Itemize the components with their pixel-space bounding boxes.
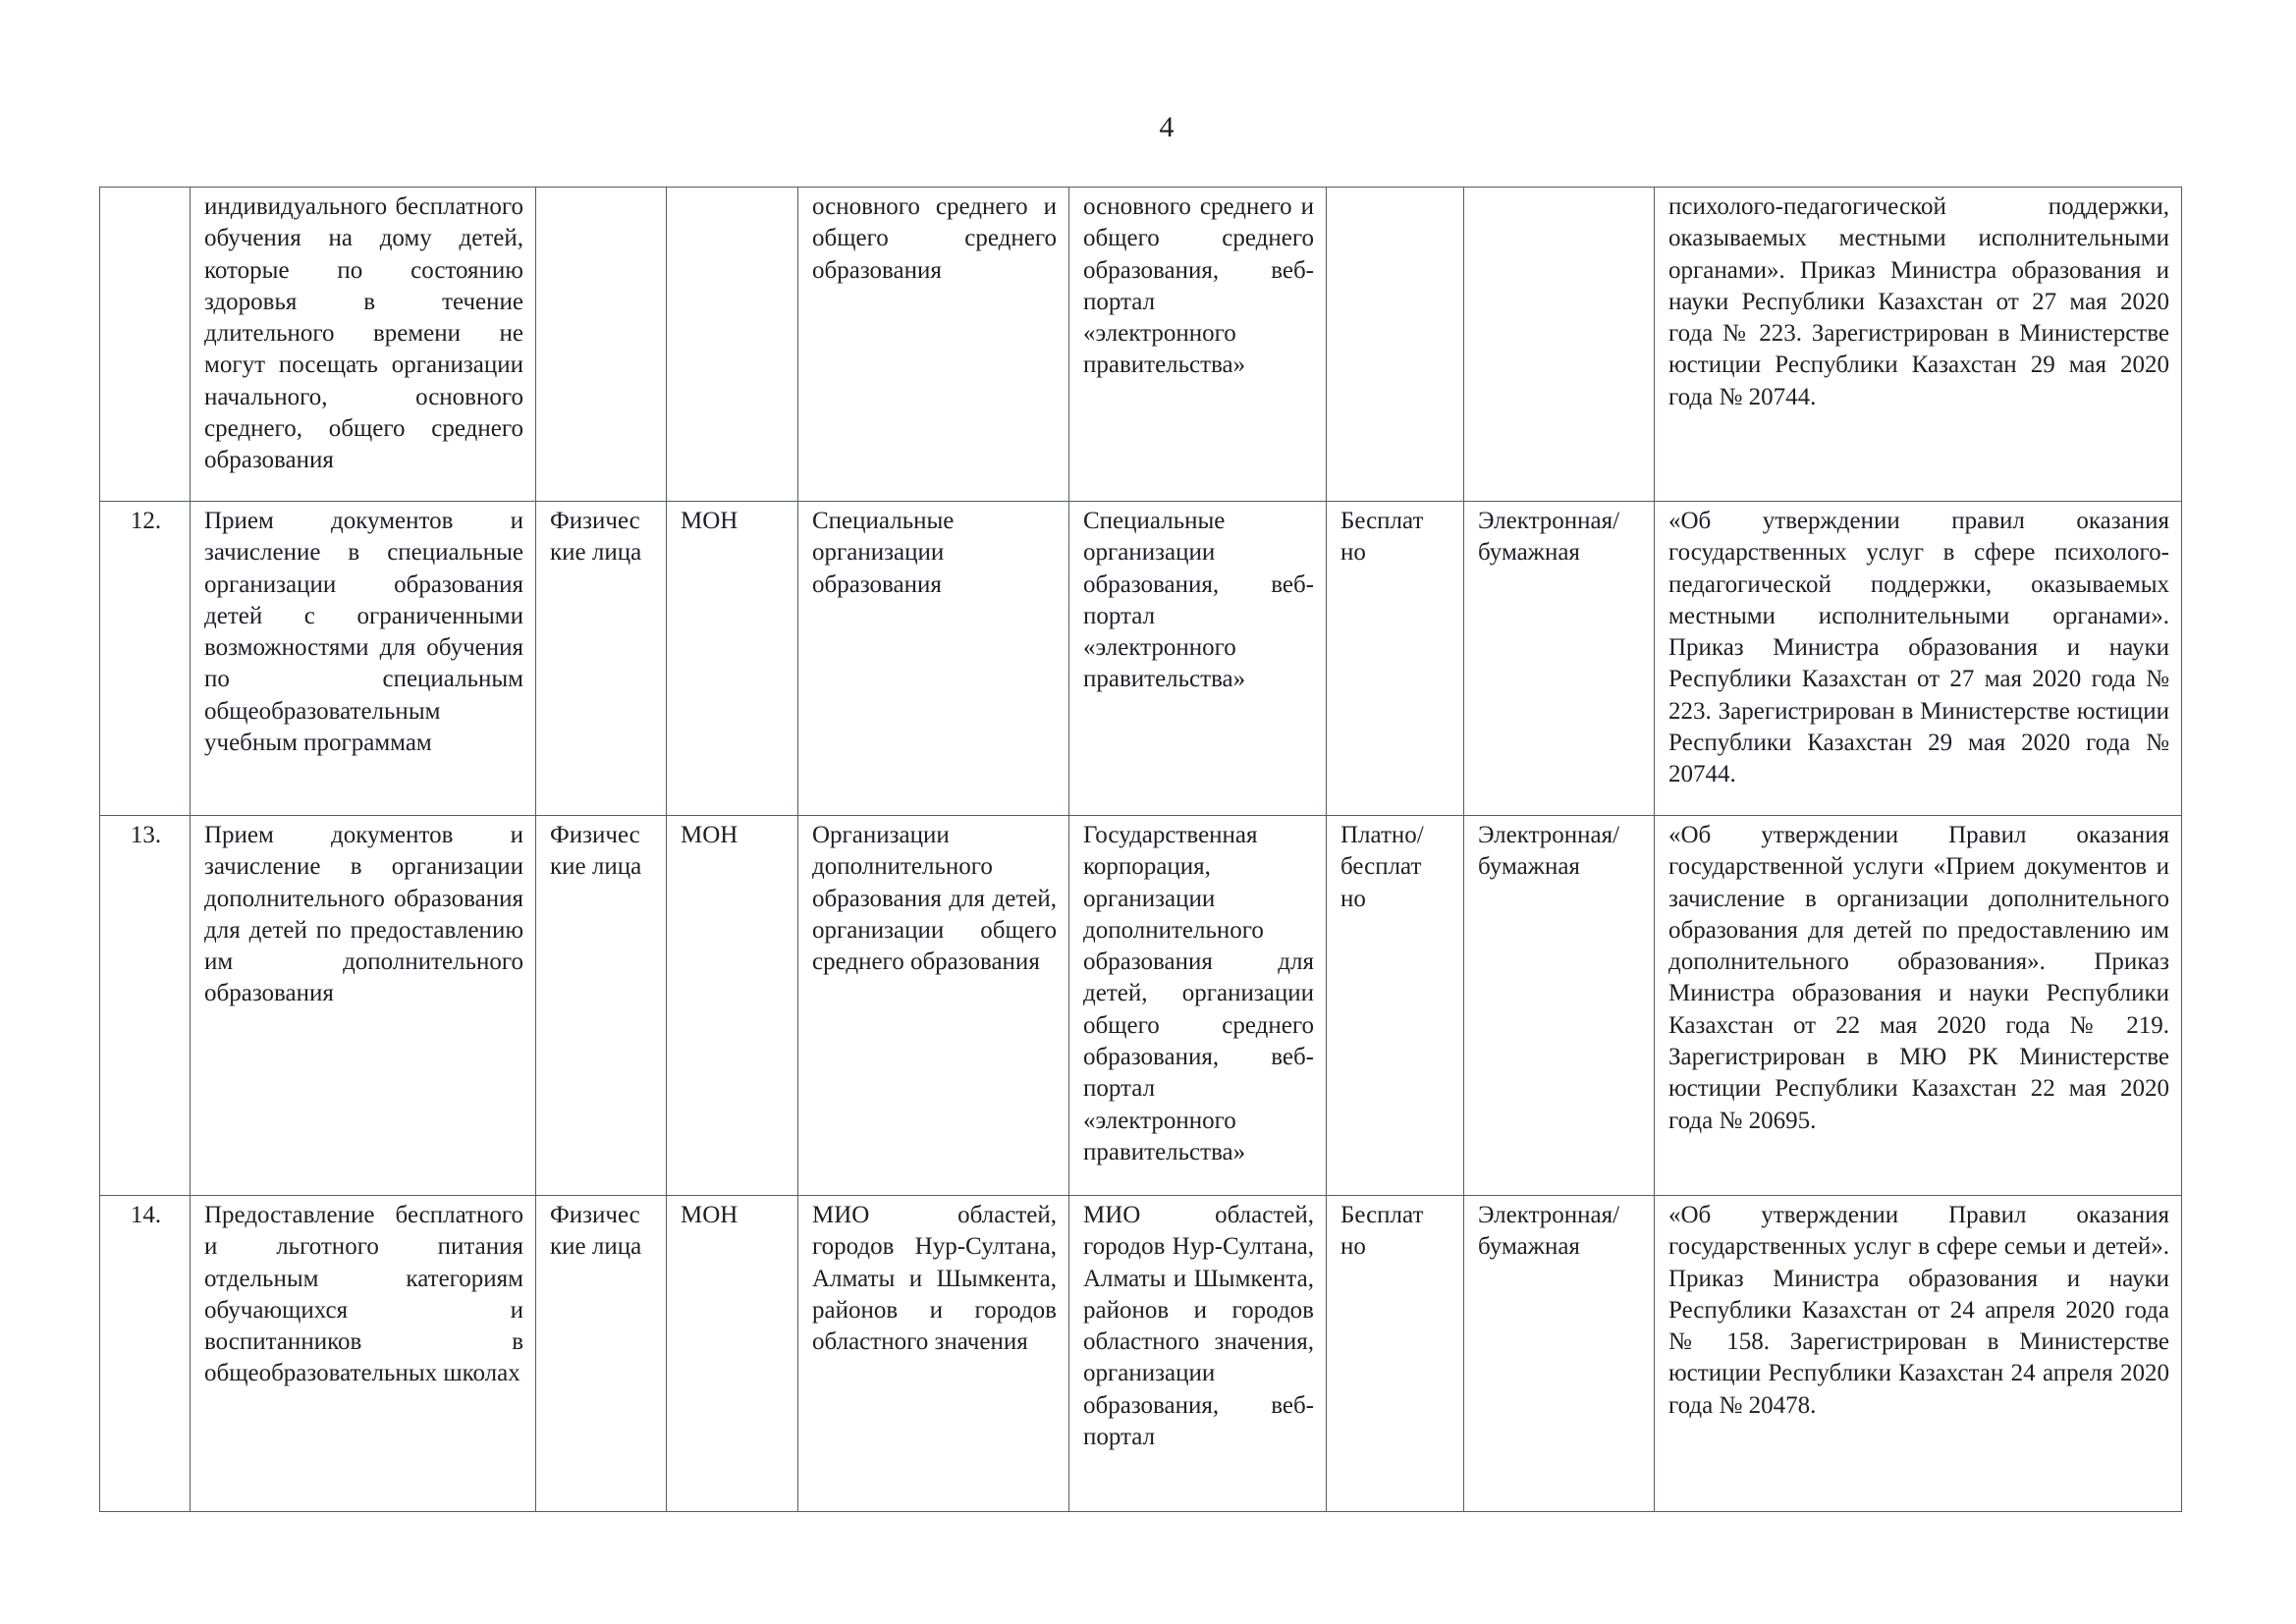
recipient-cell: Физичес кие лица: [536, 1196, 667, 1512]
table-row: [100, 1196, 2182, 1512]
legal-act-cell: «Об утверждении Правил оказания государственных услуг в сфере семьи и детей». Приказ Министра образования и науки Республики Казахстан от 24 апреля 2020 года № 158. Зарегистрирован в Министерстве юстиции Республики Казахстан 24 апреля 2020 года № 20478.: [1655, 1196, 2182, 1512]
service-name: Прием документов и зачисление в организации дополнительного образования для детей по предоставлению им дополнительного образования: [191, 816, 536, 1196]
service-name: Предоставление бесплатного и льготного питания отдельным категориям обучающихся и воспитанников в общеобразовательных школах: [191, 1196, 536, 1512]
cost-cell: Бесплат но: [1327, 1196, 1464, 1512]
legal-act-cell: «Об утверждении Правил оказания государственной услуги «Прием документов и зачисление в организации дополнительного образования для детей по предоставлению им дополнительного образования». Приказ Министра образования и науки Республики Казахстан от 22 мая 2020 года № 219. Зарегистрирован в МЮ РК Министерстве юстиции Республики Казахстан 22 мая 2020 года № 20695.: [1655, 816, 2182, 1196]
provider-cell: Организации дополнительного образования для детей, организации общего среднего образования: [798, 816, 1069, 1196]
acceptance-cell: Государственная корпорация, организации дополнительного образования для детей, организации общего среднего образования, веб-портал «электронного правительства»: [1069, 816, 1327, 1196]
services-table: [99, 187, 2182, 1512]
page-number: 4: [1159, 111, 1175, 143]
acceptance-cell: МИО областей, городов Нур-Султана, Алматы и Шымкента, районов и городов областного значения, организации образования, веб-портал: [1069, 1196, 1327, 1512]
recipient-cell: Физичес кие лица: [536, 816, 667, 1196]
ministry-cell: МОН: [667, 816, 798, 1196]
row-number: 14.: [100, 1196, 191, 1512]
form-cell: [1464, 188, 1655, 502]
provider-cell: МИО областей, городов Нур-Султана, Алматы и Шымкента, районов и городов областного значения: [798, 1196, 1069, 1512]
provider-cell: Специальные организации образования: [798, 502, 1069, 816]
cost-cell: Бесплат но: [1327, 502, 1464, 816]
provider-cell: основного среднего и общего среднего образования: [798, 188, 1069, 502]
form-cell: Электронная/ бумажная: [1464, 502, 1655, 816]
cost-cell: Платно/ бесплат но: [1327, 816, 1464, 1196]
ministry-cell: МОН: [667, 1196, 798, 1512]
legal-act-cell: психолого-педагогической поддержки, оказываемых местными исполнительными органами». Приказ Министра образования и науки Республики Казахстан от 27 мая 2020 года № 223. Зарегистрирован в Министерстве юстиции Республики Казахстан 29 мая 2020 года № 20744.: [1655, 188, 2182, 502]
ministry-cell: [667, 188, 798, 502]
form-cell: Электронная/ бумажная: [1464, 1196, 1655, 1512]
table-row: [100, 816, 2182, 1196]
acceptance-cell: Специальные организации образования, веб-портал «электронного правительства»: [1069, 502, 1327, 816]
cost-cell: [1327, 188, 1464, 502]
row-number: 12.: [100, 502, 191, 816]
legal-act-cell: «Об утверждении правил оказания государственных услуг в сфере психолого-педагогической поддержки, оказываемых местными исполнительными органами». Приказ Министра образования и науки Республики Казахстан от 27 мая 2020 года № 223. Зарегистрирован в Министерстве юстиции Республики Казахстан 29 мая 2020 года № 20744.: [1655, 502, 2182, 816]
recipient-cell: [536, 188, 667, 502]
form-cell: Электронная/ бумажная: [1464, 816, 1655, 1196]
service-name: индивидуального бесплатного обучения на дому детей, которые по состоянию здоровья в течение длительного времени не могут посещать организации начального, основного среднего, общего среднего образования: [191, 188, 536, 502]
acceptance-cell: основного среднего и общего среднего образования, веб-портал «электронного правительства»: [1069, 188, 1327, 502]
row-number: [100, 188, 191, 502]
service-name: Прием документов и зачисление в специальные организации образования детей с ограниченными возможностями для обучения по специальным общеобразовательным учебным программам: [191, 502, 536, 816]
recipient-cell: Физичес кие лица: [536, 502, 667, 816]
ministry-cell: МОН: [667, 502, 798, 816]
row-number: 13.: [100, 816, 191, 1196]
table-row: [100, 502, 2182, 816]
table-row: [100, 188, 2182, 502]
